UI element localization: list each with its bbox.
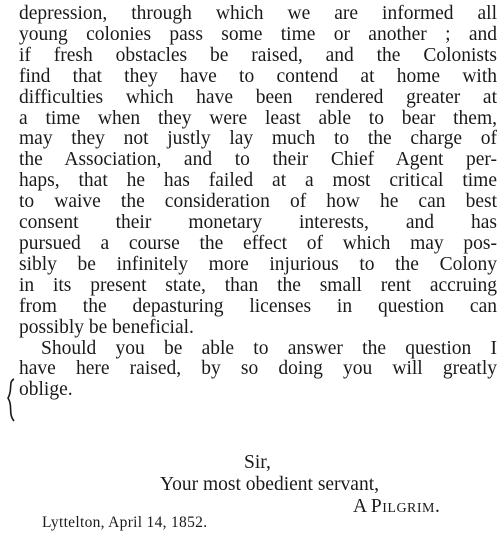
signature-name: Pilgrim. bbox=[370, 496, 441, 517]
body-line: if fresh obstacles be raised, and the Colonists bbox=[19, 44, 497, 66]
body-line: young colonies pass some time or another ; and bbox=[19, 23, 497, 45]
body-line: to waive the consideration of how he can best bbox=[19, 191, 497, 213]
body-line: pursued a course the effect of which may pos- bbox=[19, 232, 497, 254]
signature bbox=[353, 496, 440, 518]
closing-paragraph-line: oblige. bbox=[19, 379, 73, 401]
body-line: a time when they were least able to bear them, bbox=[19, 107, 497, 129]
body-line: the Association, and to their Chief Agent per- bbox=[19, 149, 497, 171]
salutation: Sir, bbox=[244, 452, 271, 473]
signature-initial: A bbox=[353, 496, 367, 517]
complimentary-close: Your most obedient servant, bbox=[160, 474, 380, 495]
letter-body bbox=[19, 4, 497, 401]
body-line: find that they have to contend at home with bbox=[19, 65, 497, 87]
body-line: consent their monetary interests, and has bbox=[19, 212, 497, 234]
body-line: difficulties which have been rendered greater at bbox=[19, 86, 497, 108]
closing-paragraph-line: Should you be able to answer the question I bbox=[41, 337, 497, 359]
body-line: depression, through which we are informed all bbox=[19, 3, 497, 24]
margin-bracket-mark bbox=[4, 378, 16, 422]
body-line: haps, that he has failed at a most critical time bbox=[19, 170, 497, 192]
body-line: possibly be beneficial. bbox=[19, 316, 194, 338]
closing-paragraph-line: have here raised, by so doing you will greatly bbox=[19, 358, 497, 380]
body-line: in its present state, than the small rent accruing bbox=[19, 274, 497, 296]
dateline: Lyttelton, April 14, 1852. bbox=[42, 514, 208, 531]
body-line: may they not justly lay much to the charge of bbox=[19, 128, 497, 150]
body-line: sibly be infinitely more injurious to the Colony bbox=[19, 253, 497, 275]
body-line: from the depasturing licenses in question can bbox=[19, 295, 497, 317]
